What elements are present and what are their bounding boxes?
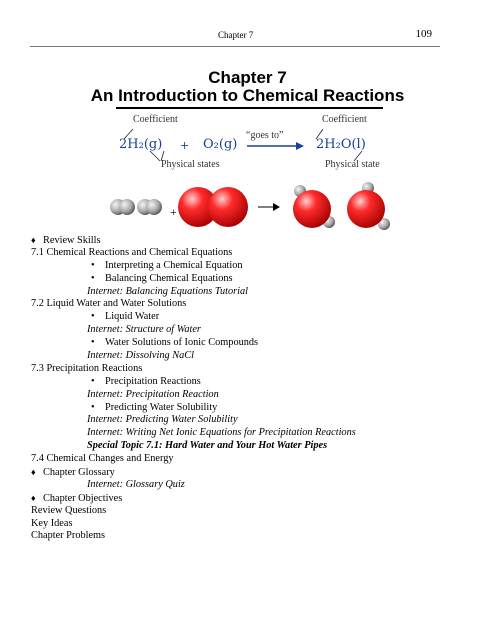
- toc-item: Internet: Predicting Water Solubility: [87, 414, 238, 426]
- toc-item: Internet: Glossary Quiz: [87, 478, 185, 490]
- toc-item: Internet: Precipitation Reaction: [87, 388, 219, 400]
- bullet-icon: •: [91, 337, 95, 349]
- bullet-icon: •: [91, 375, 95, 387]
- water-molecule-right: [347, 182, 390, 230]
- toc-item: [31, 260, 471, 273]
- bullet-icon: •: [91, 259, 95, 271]
- coefficient-label-right: Coefficient: [322, 114, 367, 125]
- water-molecule-left: [293, 185, 335, 228]
- toc-item: [31, 273, 471, 286]
- toc-item: [31, 234, 471, 247]
- diamond-bullet-icon: ♦: [31, 467, 36, 478]
- toc-item: Internet: Dissolving NaCl: [87, 350, 194, 362]
- toc-item: Chapter Problems: [31, 530, 106, 542]
- diamond-bullet-icon: ♦: [31, 492, 36, 503]
- toc-item-text: Interpreting a Chemical Equation: [105, 259, 243, 271]
- toc-item: [31, 311, 471, 324]
- header-chapter: Chapter 7: [218, 30, 254, 40]
- toc-item: 7.3 Precipitation Reactions: [31, 362, 143, 374]
- chapter-subtitle: An Introduction to Chemical Reactions: [90, 86, 405, 105]
- page-header: [30, 27, 440, 45]
- h2-molecule-left: [110, 199, 135, 215]
- toc-item: 7.2 Liquid Water and Water Solutions: [31, 298, 187, 310]
- bullet-icon: •: [91, 311, 95, 323]
- header-rule: [30, 46, 440, 47]
- goes-to-label: “goes to”: [246, 130, 284, 141]
- toc-item: Internet: Balancing Equations Tutorial: [87, 285, 249, 297]
- equation-figure: [0, 108, 495, 240]
- oxygen-atom: [347, 190, 385, 228]
- toc-item: [31, 466, 471, 479]
- table-of-contents: [31, 234, 471, 543]
- toc-item-text: Predicting Water Solubility: [105, 401, 218, 413]
- diamond-bullet-icon: ♦: [31, 235, 36, 245]
- physical-states-label: Physical states: [161, 159, 220, 170]
- toc-item: [31, 402, 471, 415]
- toc-item: 7.4 Chemical Changes and Energy: [31, 453, 174, 465]
- toc-item-text: Precipitation Reactions: [105, 375, 201, 387]
- toc-item: [31, 492, 471, 505]
- toc-item: Internet: Writing Net Ionic Equations for Precipitation Reactions: [87, 427, 356, 439]
- header-page-number: 109: [415, 28, 432, 40]
- coefficient-label-left: Coefficient: [133, 114, 178, 125]
- toc-item: Key Ideas: [31, 517, 73, 529]
- oxygen-atom: [293, 190, 331, 228]
- toc-item: [31, 376, 471, 389]
- chapter-title: Chapter 7: [208, 68, 287, 87]
- toc-item: Review Questions: [31, 504, 107, 516]
- equation-plus: +: [180, 139, 190, 152]
- toc-item: [31, 337, 471, 350]
- model-plus-sign: +: [170, 205, 177, 219]
- bullet-icon: •: [91, 272, 95, 284]
- toc-item-text: Chapter Objectives: [43, 492, 123, 504]
- toc-item-text: Liquid Water: [105, 311, 160, 323]
- hydrogen-atom: [146, 199, 162, 215]
- bullet-icon: •: [91, 401, 95, 413]
- toc-item-text: Water Solutions of Ionic Compounds: [105, 337, 259, 349]
- oxygen-atom: [208, 187, 248, 227]
- o2-molecule: [178, 187, 248, 227]
- toc-item: Special Topic 7.1: Hard Water and Your Hot Water Pipes: [87, 440, 328, 452]
- toc-item: 7.1 Chemical Reactions and Chemical Equations: [31, 246, 233, 258]
- toc-item-text: Balancing Chemical Equations: [105, 272, 233, 284]
- physical-state-label: Physical state: [325, 159, 380, 170]
- model-reaction-arrow-head: [273, 203, 280, 211]
- o2-term: O₂(g): [203, 137, 238, 152]
- h2o-term: 2H₂O(l): [316, 137, 366, 152]
- toc-item-text: Review Skills: [43, 235, 101, 246]
- hydrogen-atom: [119, 199, 135, 215]
- h2-term: 2H₂(g): [119, 137, 163, 152]
- toc-item-text: Chapter Glossary: [43, 467, 115, 479]
- toc-item: Internet: Structure of Water: [87, 324, 201, 336]
- molecule-models: [0, 108, 495, 240]
- h2-molecule-right: [137, 199, 162, 215]
